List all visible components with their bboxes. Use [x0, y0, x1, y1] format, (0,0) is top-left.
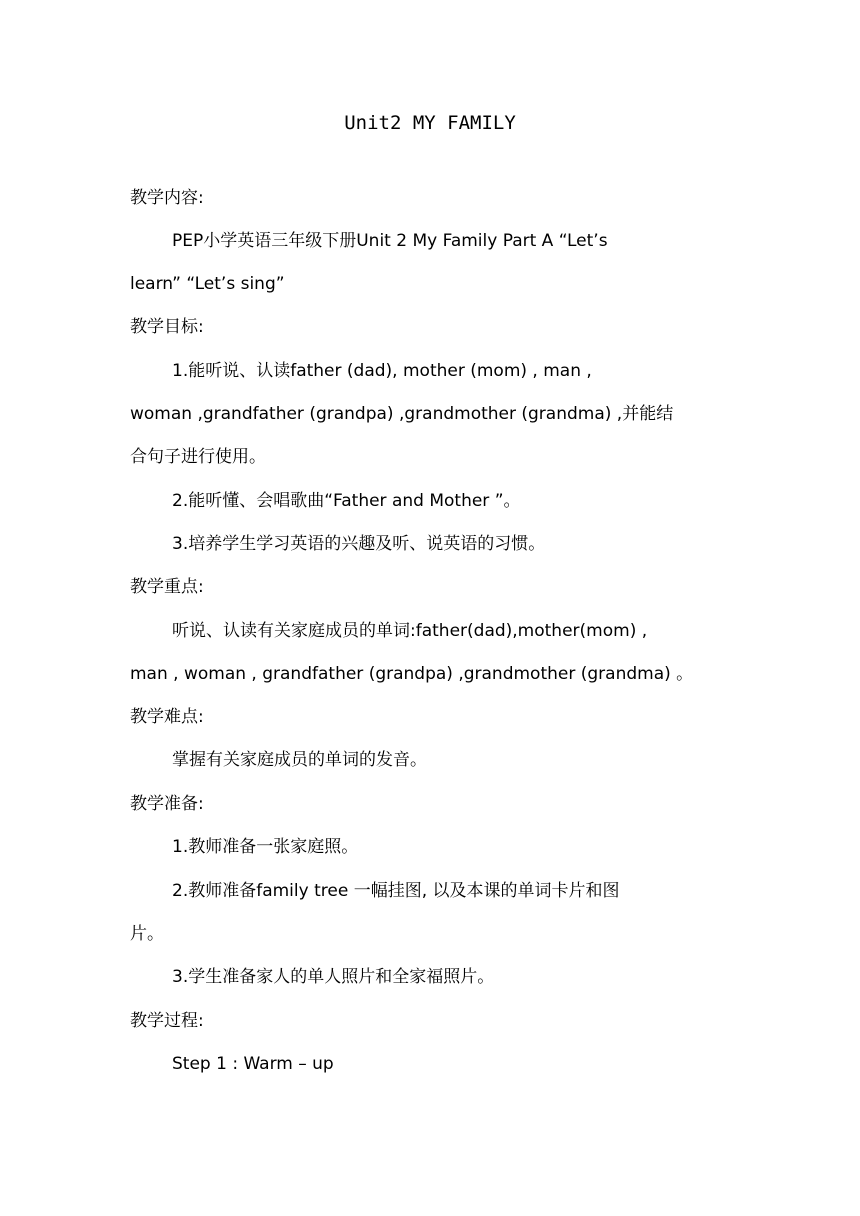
goal-1-line-3: 合句子进行使用。	[130, 447, 266, 467]
goal-2: 2.能听懂、会唱歌曲“Father and Mother ”。	[172, 491, 521, 511]
content-line-1: PEP小学英语三年级下册Unit 2 My Family Part A “Let’s	[172, 231, 608, 251]
content-heading: 教学内容:	[130, 188, 204, 208]
key-points-line-2: man , woman , grandfather (grandpa) ,grandmother (grandma) 。	[130, 664, 694, 684]
step-1: Step 1 : Warm – up	[172, 1054, 334, 1074]
goal-1-line-1: 1.能听说、认读father (dad), mother (mom) , man ,	[172, 361, 592, 381]
goal-3: 3.培养学生学习英语的兴趣及听、说英语的习惯。	[172, 534, 546, 554]
content-line-2: learn” “Let’s sing”	[130, 274, 285, 294]
preparation-2-line-1: 2.教师准备family tree 一幅挂图, 以及本课的单词卡片和图	[172, 881, 620, 901]
goals-heading: 教学目标:	[130, 317, 204, 337]
document-title: Unit2 MY FAMILY	[344, 112, 516, 134]
key-points-line-1: 听说、认读有关家庭成员的单词:father(dad),mother(mom) ,	[172, 621, 648, 641]
preparation-1: 1.教师准备一张家庭照。	[172, 837, 359, 857]
difficult-points-heading: 教学难点:	[130, 707, 204, 727]
key-points-heading: 教学重点:	[130, 577, 204, 597]
process-heading: 教学过程:	[130, 1011, 204, 1031]
goal-1-line-2: woman ,grandfather (grandpa) ,grandmother (grandma) ,并能结	[130, 404, 674, 424]
difficult-points-line-1: 掌握有关家庭成员的单词的发音。	[172, 750, 427, 770]
preparation-3: 3.学生准备家人的单人照片和全家福照片。	[172, 967, 495, 987]
preparation-heading: 教学准备:	[130, 794, 204, 814]
preparation-2-line-2: 片。	[130, 924, 164, 944]
